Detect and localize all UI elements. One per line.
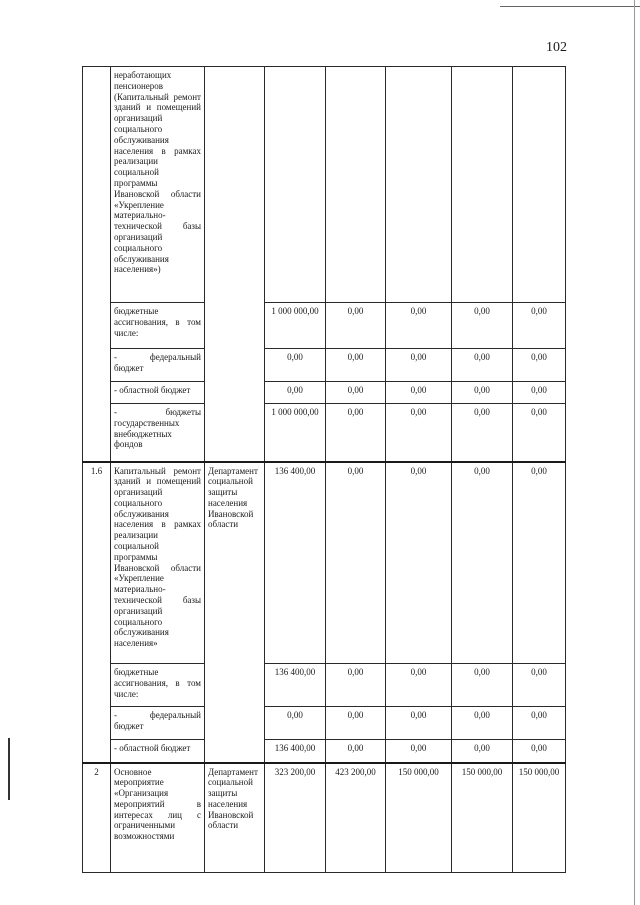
page-number: 102 <box>546 40 567 55</box>
value-cell: 0,00 <box>386 382 452 404</box>
value-cell: 0,00 <box>513 382 566 404</box>
table-row <box>83 740 566 763</box>
value-cell: 0,00 <box>452 349 513 382</box>
value-cell: 1 000 000,00 <box>265 404 326 462</box>
value-cell: 0,00 <box>326 303 386 349</box>
value-cell: 0,00 <box>326 349 386 382</box>
executor-cell <box>205 67 265 462</box>
value-cell <box>452 67 513 303</box>
value-cell: 0,00 <box>513 740 566 763</box>
left-scan-mark <box>8 738 10 800</box>
value-cell: 0,00 <box>386 404 452 462</box>
table-row <box>83 707 566 740</box>
program-budget-table <box>82 66 566 873</box>
value-cell: 0,00 <box>452 404 513 462</box>
value-cell: 0,00 <box>452 664 513 707</box>
value-cell: 0,00 <box>386 462 452 664</box>
item-name-cell: - федеральный бюджет <box>111 349 205 382</box>
value-cell: 136 400,00 <box>265 462 326 664</box>
item-name-cell: Основное мероприятие «Организация мероприятий в интересах лиц с ограниченными возможностями <box>111 763 205 873</box>
value-cell: 0,00 <box>386 707 452 740</box>
top-scan-rule <box>500 6 640 7</box>
value-cell: 150 000,00 <box>513 763 566 873</box>
value-cell: 0,00 <box>513 404 566 462</box>
item-name-cell: - бюджеты государственных внебюджетных фондов <box>111 404 205 462</box>
value-cell: 0,00 <box>326 740 386 763</box>
value-cell: 0,00 <box>326 382 386 404</box>
item-name-cell: бюджетные ассигнования, в том числе: <box>111 303 205 349</box>
value-cell: 0,00 <box>513 462 566 664</box>
value-cell <box>265 67 326 303</box>
table-row <box>83 763 566 873</box>
item-name-cell: - федеральный бюджет <box>111 707 205 740</box>
value-cell: 0,00 <box>326 707 386 740</box>
value-cell: 323 200,00 <box>265 763 326 873</box>
value-cell: 0,00 <box>513 707 566 740</box>
value-cell: 0,00 <box>386 303 452 349</box>
value-cell: 0,00 <box>326 462 386 664</box>
value-cell <box>326 67 386 303</box>
table-row <box>83 303 566 349</box>
value-cell: 136 400,00 <box>265 664 326 707</box>
item-number-cell: 2 <box>83 763 111 873</box>
executor-cell: Департамент социальной защиты населения Ивановской области <box>205 462 265 763</box>
value-cell: 0,00 <box>513 303 566 349</box>
value-cell: 0,00 <box>386 740 452 763</box>
value-cell: 0,00 <box>452 462 513 664</box>
value-cell: 1 000 000,00 <box>265 303 326 349</box>
item-name-cell: - областной бюджет <box>111 382 205 404</box>
value-cell: 150 000,00 <box>452 763 513 873</box>
value-cell <box>513 67 566 303</box>
right-scan-edge <box>634 0 635 905</box>
value-cell: 0,00 <box>386 349 452 382</box>
value-cell: 0,00 <box>513 349 566 382</box>
value-cell: 136 400,00 <box>265 740 326 763</box>
table-row <box>83 382 566 404</box>
table-row <box>83 664 566 707</box>
value-cell: 0,00 <box>452 740 513 763</box>
value-cell: 0,00 <box>326 404 386 462</box>
value-cell: 0,00 <box>265 349 326 382</box>
item-name-cell: Капитальный ремонт зданий и помещений организаций социального обслуживания населения в рамках реализации социальной программы Ивановской области «Укрепление материально-технической базы организаций социального обслуживания населения» <box>111 462 205 664</box>
value-cell: 0,00 <box>452 382 513 404</box>
value-cell: 0,00 <box>452 707 513 740</box>
item-name-cell: - областной бюджет <box>111 740 205 763</box>
table-row <box>83 462 566 664</box>
value-cell: 0,00 <box>265 382 326 404</box>
item-name-cell: неработающих пенсионеров (Капитальный ремонт зданий и помещений организаций социального обслуживания населения в рамках реализации социальной программы Ивановской области «Укрепление материально-технической базы организаций социального обслуживания населения») <box>111 67 205 303</box>
value-cell: 0,00 <box>513 664 566 707</box>
item-name-cell: бюджетные ассигнования, в том числе: <box>111 664 205 707</box>
table-row <box>83 349 566 382</box>
table-row <box>83 67 566 303</box>
value-cell: 0,00 <box>326 664 386 707</box>
executor-cell: Департамент социальной защиты населения Ивановской области <box>205 763 265 873</box>
item-number-cell: 1.6 <box>83 462 111 763</box>
value-cell <box>386 67 452 303</box>
value-cell: 423 200,00 <box>326 763 386 873</box>
value-cell: 0,00 <box>452 303 513 349</box>
table-row <box>83 404 566 462</box>
value-cell: 0,00 <box>386 664 452 707</box>
item-number-cell <box>83 67 111 462</box>
value-cell: 150 000,00 <box>386 763 452 873</box>
value-cell: 0,00 <box>265 707 326 740</box>
